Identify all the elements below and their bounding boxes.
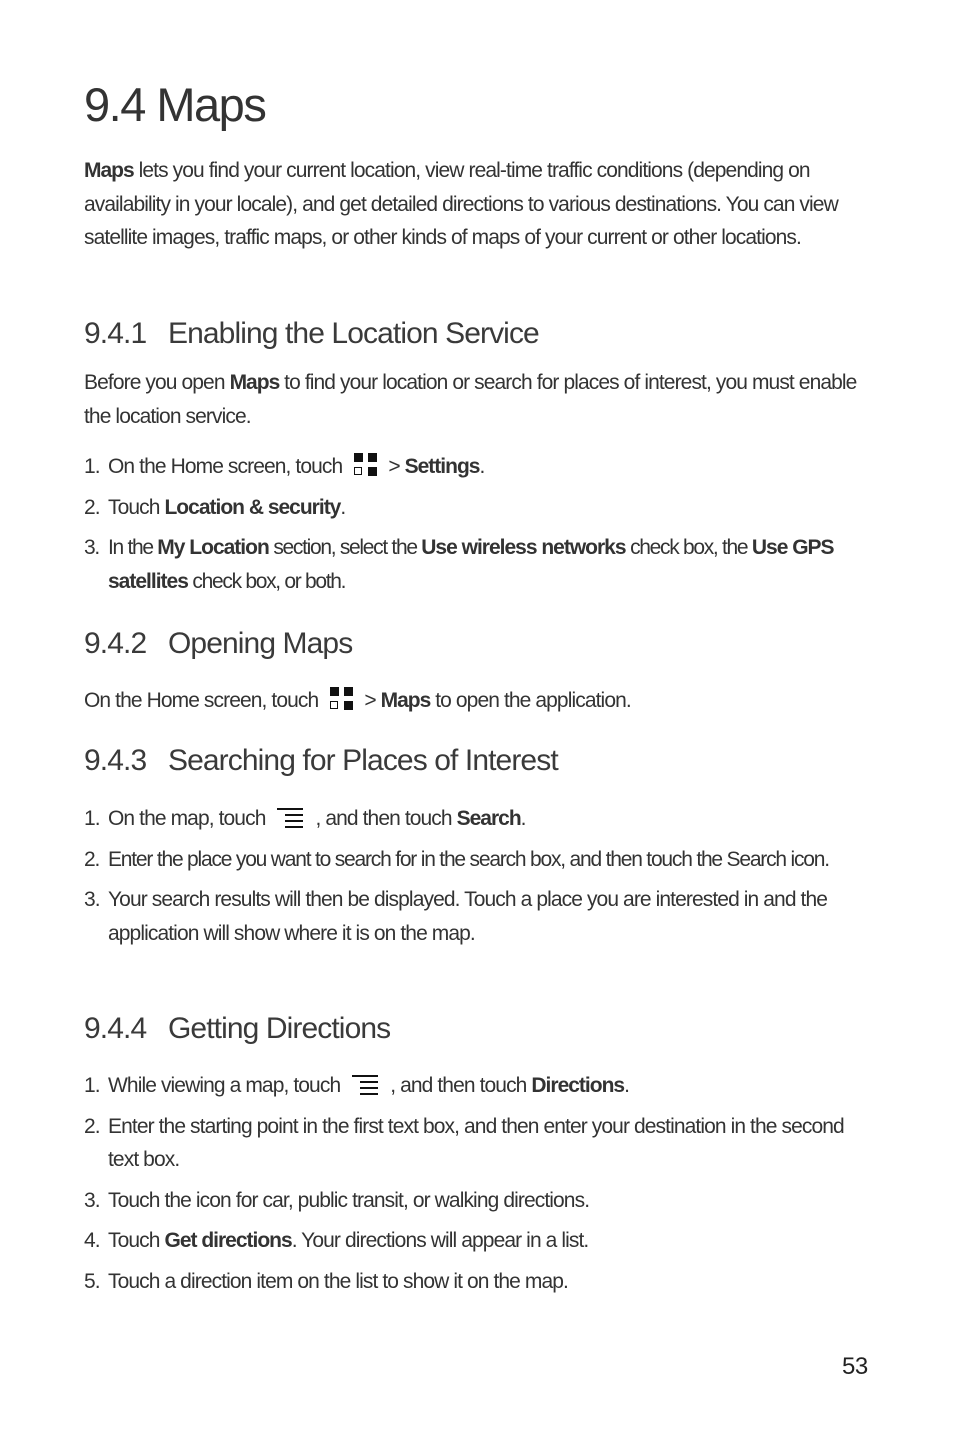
text-run: section, select the (268, 536, 422, 559)
list-item (84, 883, 874, 950)
searching-steps (84, 802, 874, 957)
opening-maps-paragraph (84, 684, 874, 718)
section-number: 9.4.1 (84, 317, 147, 350)
list-item (84, 843, 874, 877)
section-title: Searching for Places of Interest (168, 744, 558, 777)
app-grid-icon (330, 687, 354, 711)
text-run: to open the application. (430, 689, 631, 712)
intro-paragraph (84, 154, 874, 255)
text-run: Enter the starting point in the first text box, and then enter your destination in the second text box. (108, 1114, 844, 1171)
step-number: 3. (84, 1188, 100, 1212)
section-title: Opening Maps (168, 627, 353, 660)
section-heading-getting-directions (84, 1010, 390, 1048)
location-service-intro (84, 366, 874, 433)
text-run: On the Home screen, touch (84, 689, 319, 712)
text-run: On the map, touch (108, 807, 266, 830)
text-run: . (479, 455, 485, 478)
text-run: Enter the place you want to search for in the search box, and then touch the Search icon. (108, 847, 829, 871)
text-run: > (388, 455, 405, 478)
bold-run: Use wireless networks (421, 536, 626, 559)
text-run: . (624, 1074, 630, 1097)
step-number: 2. (84, 847, 100, 871)
bold-run: Location & security (164, 495, 341, 519)
bold-run: Get directions (164, 1229, 292, 1252)
list-item (84, 802, 874, 836)
text-run: , and then touch (390, 1074, 532, 1097)
bold-run: Use GPS satellites (108, 536, 834, 593)
list-item (84, 1069, 874, 1103)
bold-run: Settings (404, 455, 480, 478)
text-run: On the Home screen, touch (108, 455, 343, 478)
list-item (84, 531, 874, 598)
text-run: to find your location or search for places of interest, you must enable the location service. (84, 371, 857, 428)
text-run: > (364, 689, 381, 712)
bold-run: Maps (229, 371, 280, 394)
text-run: . (520, 807, 526, 830)
section-heading-searching-places (84, 742, 558, 780)
bold-run: Maps (380, 689, 431, 712)
directions-steps (84, 1069, 874, 1305)
text-run: Touch (108, 1229, 165, 1252)
bold-run: Directions (531, 1074, 625, 1097)
page-number: 53 (842, 1353, 868, 1380)
text-run: . (340, 495, 346, 519)
text-run: check box, the (625, 536, 752, 559)
section-heading-location-service (84, 315, 539, 353)
list-item (84, 1110, 874, 1177)
section-number: 9.4.2 (84, 627, 147, 660)
list-item (84, 1184, 874, 1218)
step-number: 1. (84, 807, 100, 830)
text-run: . Your directions will appear in a list. (291, 1229, 589, 1252)
section-title: Getting Directions (168, 1012, 391, 1045)
list-item (84, 491, 874, 525)
step-number: 2. (84, 1114, 100, 1138)
list-item (84, 1224, 874, 1258)
section-heading-opening-maps (84, 625, 352, 663)
text-run: , and then touch (315, 807, 457, 830)
text-run: Touch a direction item on the list to show it on the map. (108, 1269, 568, 1293)
list-item (84, 1265, 874, 1299)
bold-run: My Location (157, 536, 269, 559)
menu-icon (277, 805, 305, 829)
section-number: 9.4.3 (84, 744, 147, 777)
menu-icon (352, 1072, 380, 1096)
intro-text: lets you find your current location, view real-time traffic conditions (depending on availability in your locale), and get detailed directions to various destinations. You can view satellite images, traffic maps, or other kinds of maps of your current or other locations. (84, 159, 838, 249)
text-run: In the (108, 536, 158, 559)
list-item (84, 450, 874, 484)
step-number: 2. (84, 495, 100, 519)
text-run: Touch (108, 495, 165, 519)
section-title: Enabling the Location Service (168, 317, 539, 350)
text-run: Touch the icon for car, public transit, or walking directions. (108, 1188, 590, 1212)
text-run: check box, or both. (187, 569, 346, 593)
step-number: 1. (84, 1074, 100, 1097)
step-number: 4. (84, 1229, 100, 1252)
bold-run: Search (456, 807, 521, 830)
section-number: 9.4.4 (84, 1012, 147, 1045)
app-grid-icon (354, 453, 378, 477)
page-title: 9.4 Maps (84, 78, 266, 131)
text-run: Your search results will then be displayed. Touch a place you are interested in and the application will show where it is on the map. (108, 888, 828, 945)
text-run: While viewing a map, touch (108, 1074, 341, 1097)
step-number: 3. (84, 536, 99, 559)
step-number: 5. (84, 1269, 100, 1293)
step-number: 1. (84, 455, 100, 478)
step-number: 3. (84, 888, 100, 911)
location-service-steps (84, 450, 874, 605)
text-run: Before you open (84, 371, 230, 394)
intro-bold: Maps (84, 159, 134, 182)
